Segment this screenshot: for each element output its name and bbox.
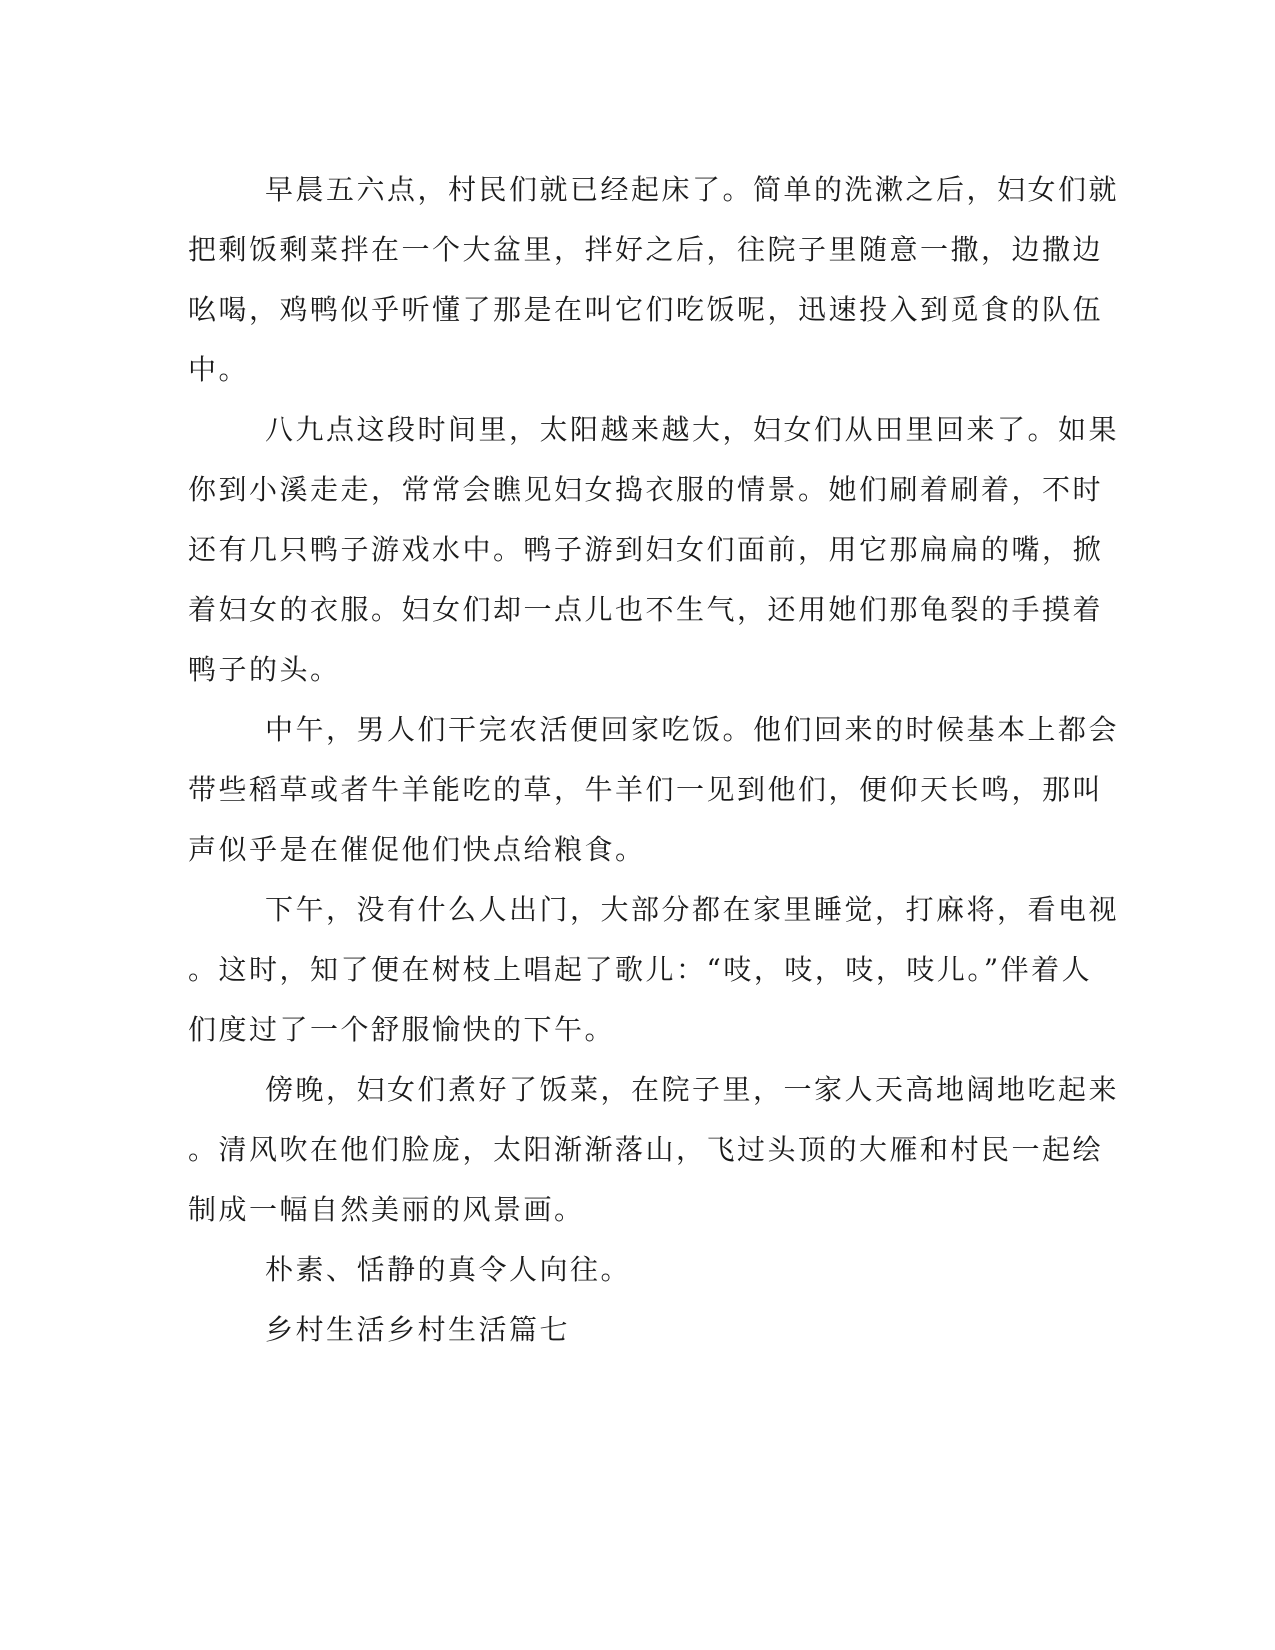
text-line: 早晨五六点，村民们就已经起床了。简单的洗漱之后，妇女们就 [265,173,1120,206]
paragraph-closing [188,1240,1068,1300]
text-line: 着妇女的衣服。妇女们却一点儿也不生气，还用她们那龟裂的手摸着 [188,593,1104,626]
text-line: 声似乎是在催促他们快点给粮食。 [188,833,646,866]
paragraph-morning [188,160,1120,400]
text-line: 。清风吹在他们脸庞，太阳渐渐落山，飞过头顶的大雁和村民一起绘 [188,1133,1104,1166]
paragraph-section-heading [188,1300,1068,1360]
text-line: 带些稻草或者牛羊能吃的草，牛羊们一见到他们，便仰天长鸣，那叫 [188,773,1104,806]
text-line: 下午，没有什么人出门，大部分都在家里睡觉，打麻将，看电视 [265,893,1120,926]
text-line: 八九点这段时间里，太阳越来越大，妇女们从田里回来了。如果 [265,413,1120,446]
text-line: 还有几只鸭子游戏水中。鸭子游到妇女们面前，用它那扁扁的嘴，掀 [188,533,1104,566]
text-line: 傍晚，妇女们煮好了饭菜，在院子里，一家人天高地阔地吃起来 [265,1073,1120,1106]
text-line: 吆喝，鸡鸭似乎听懂了那是在叫它们吃饭呢，迅速投入到觅食的队伍 [188,293,1104,326]
paragraph-evening [188,1060,1120,1240]
text-line: 中。 [188,353,250,386]
section-heading: 乡村生活乡村生活篇七 [265,1313,571,1346]
paragraph-noon [188,700,1120,880]
paragraph-midmorning [188,400,1120,700]
paragraph-afternoon [188,880,1120,1060]
text-line: 制成一幅自然美丽的风景画。 [188,1193,585,1226]
document-body [188,160,1120,1360]
text-line: 。这时，知了便在树枝上唱起了歌儿：“吱，吱，吱，吱儿。”伴着人 [188,953,1093,986]
text-line: 把剩饭剩菜拌在一个大盆里，拌好之后，往院子里随意一撒，边撒边 [188,233,1104,266]
text-line: 朴素、恬静的真令人向往。 [265,1253,632,1286]
text-line: 鸭子的头。 [188,653,341,686]
text-line: 你到小溪走走，常常会瞧见妇女捣衣服的情景。她们刷着刷着，不时 [188,473,1104,506]
text-line: 们度过了一个舒服愉快的下午。 [188,1013,616,1046]
text-line: 中午，男人们干完农活便回家吃饭。他们回来的时候基本上都会 [265,713,1120,746]
